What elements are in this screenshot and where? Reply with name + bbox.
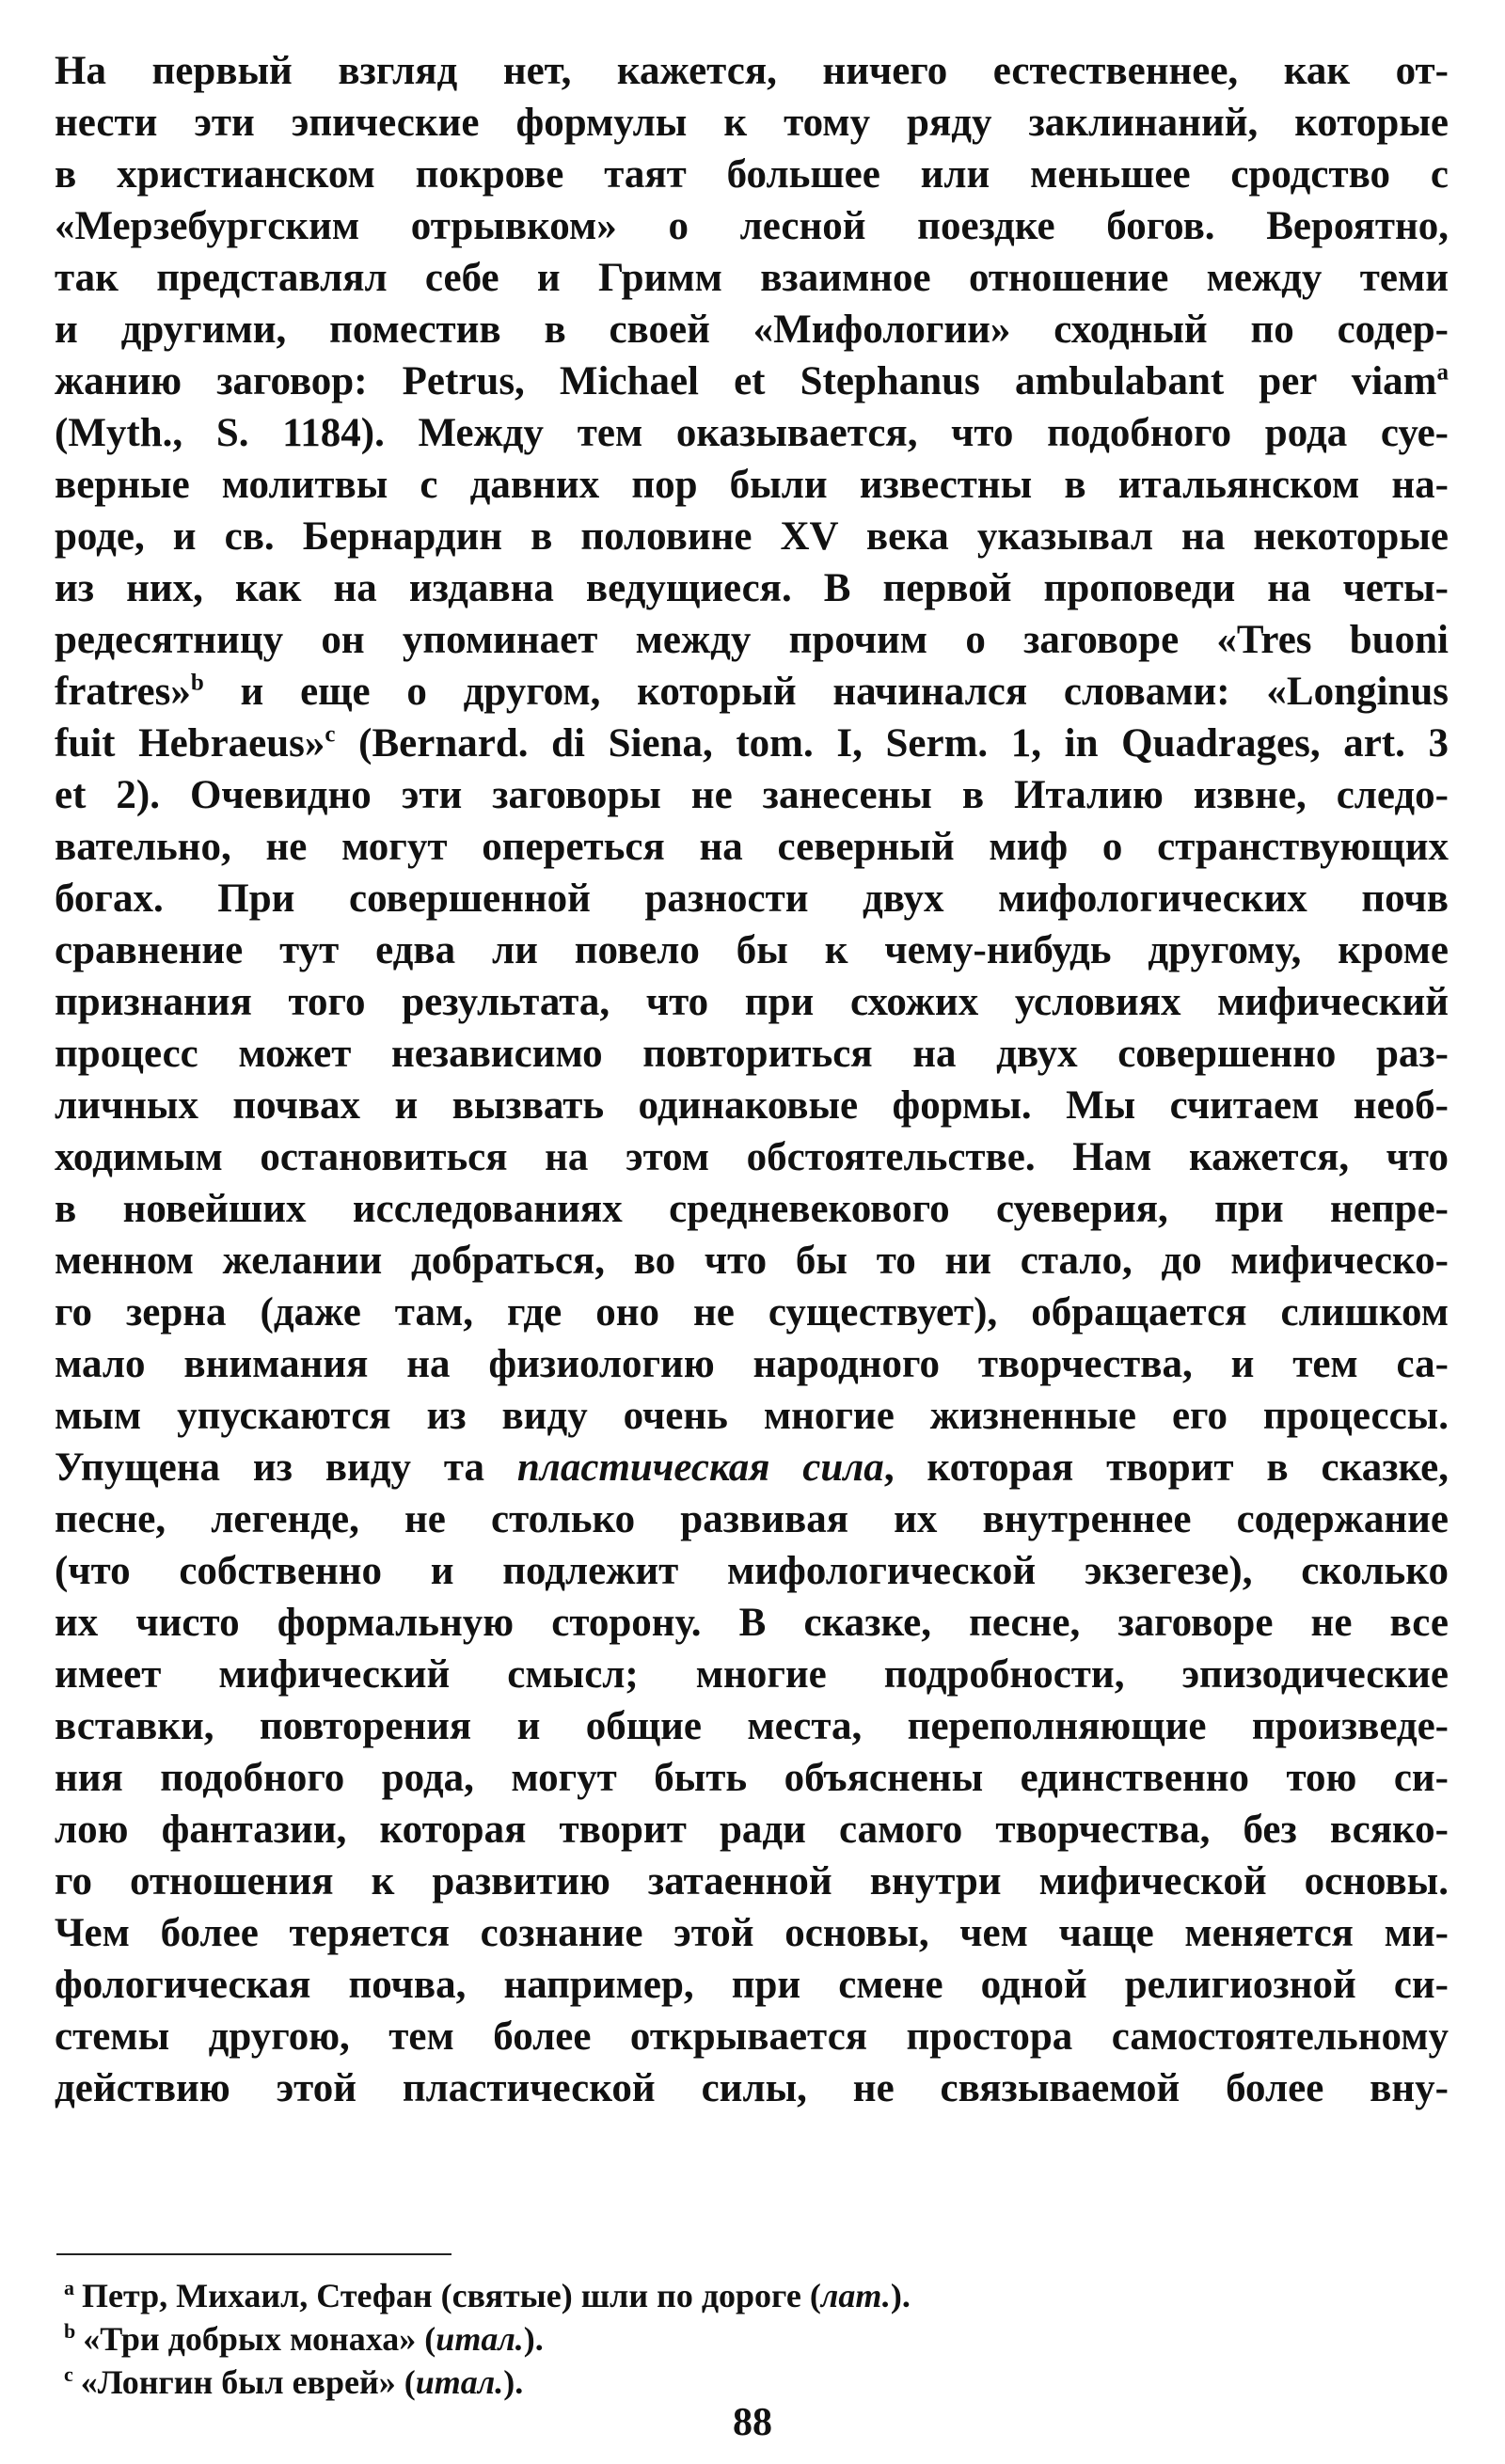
text-line: сравнение тут едва ли повело бы к чему-нибудь другому, кроме [55, 928, 1449, 972]
page-number: 88 [733, 2401, 772, 2444]
text-line: го зерна (даже там, где оно не существует), обращается слишком [55, 1290, 1449, 1335]
text-line: вставки, повторения и общие места, переполняющие произведе- [55, 1704, 1449, 1748]
footnote-divider [56, 2253, 452, 2255]
footnote-text: Петр, Михаил, Стефан (святые) шли по дороге ( [82, 2277, 821, 2314]
text-line: редесятницу он упоминает между прочим о заговоре «Tres buoni [55, 618, 1449, 662]
footnote [64, 2317, 1287, 2361]
footnote-lang: итал. [436, 2320, 524, 2358]
text-line: лою фантазии, которая творит ради самого творчества, без всяко- [55, 1808, 1449, 1852]
text-line: et 2). Очевидно эти заговоры не занесены в Италию извне, следо- [55, 773, 1449, 817]
text-line: ходимым остановиться на этом обстоятельстве. Нам кажется, что [55, 1135, 1449, 1179]
text-line: ния подобного рода, могут быть объяснены единственно тою си- [55, 1756, 1449, 1800]
line-text: Упущена из виду та [55, 1445, 517, 1490]
text-line [55, 666, 1449, 718]
text-line: менном желании добраться, во что бы то ни стало, до мифическо- [55, 1239, 1449, 1283]
footnote-close: ). [503, 2363, 524, 2401]
text-line: процесс может независимо повториться на двух совершенно раз- [55, 1032, 1449, 1076]
italic-term: пластическая сила [516, 1445, 884, 1490]
text-line: из них, как на издавна ведущиеся. В первой проповеди на четы- [55, 566, 1449, 610]
text-line: фологическая почва, например, при смене одной религиозной си- [55, 1963, 1449, 2007]
line-text: fratres» [55, 670, 191, 714]
footnote-close: ). [890, 2277, 911, 2314]
footnote-text: «Лонгин был еврей» ( [80, 2363, 416, 2401]
text-line: так представлял себе и Гримм взаимное отношение между теми [55, 256, 1449, 300]
text-line [55, 718, 1449, 769]
line-text: , которая творит в сказке, [883, 1445, 1449, 1490]
main-text [55, 45, 1449, 2114]
text-line: и другими, поместив в своей «Мифологии» сходный по содер- [55, 308, 1449, 352]
text-line: песне, легенде, не столько развивая их внутреннее содержание [55, 1497, 1449, 1541]
text-line [55, 1442, 1449, 1493]
text-line: нести эти эпические формулы к тому ряду заклинаний, которые [55, 101, 1449, 145]
footnotes [64, 2274, 1287, 2404]
text-line: го отношения к развитию затаенной внутри мифической основы. [55, 1859, 1449, 1903]
footnote-text: «Три добрых монаха» ( [83, 2320, 436, 2358]
footnote [64, 2274, 1287, 2317]
line-text: fuit Hebraeus» [55, 721, 325, 766]
text-line: На первый взгляд нет, кажется, ничего естественнее, как от- [55, 49, 1449, 93]
text-line: личных почвах и вызвать одинаковые формы. Мы считаем необ- [55, 1083, 1449, 1128]
text-line: в христианском покрове таят большее или меньшее сродство с [55, 152, 1449, 197]
footnote-ref: a [1436, 359, 1449, 386]
text-line: роде, и св. Бернардин в половине XV века указывал на некоторые [55, 514, 1449, 559]
text-line: действию этой пластической силы, не связываемой более вну- [55, 2066, 1449, 2110]
line-text: и еще о другом, который начинался словами: «Longinus [203, 670, 1449, 714]
footnote-mark: b [64, 2319, 76, 2343]
text-line: Чем более теряется сознание этой основы, чем чаще меняется ми- [55, 1911, 1449, 1955]
text-line: мало внимания на физиологию народного творчества, и тем са- [55, 1342, 1449, 1386]
footnote-ref: c [325, 721, 336, 748]
footnote-mark: c [64, 2362, 73, 2386]
text-line: в новейших исследованиях средневекового суеверия, при непре- [55, 1187, 1449, 1231]
footnote [64, 2361, 1287, 2404]
text-line: вательно, не могут опереться на северный миф о странствующих [55, 825, 1449, 869]
text-line: мым упускаются из виду очень многие жизненные его процессы. [55, 1394, 1449, 1438]
text-line: богах. При совершенной разности двух мифологических почв [55, 877, 1449, 921]
footnote-mark: a [64, 2276, 74, 2299]
text-line: (что собственно и подлежит мифологической экзегезе), сколько [55, 1549, 1449, 1593]
footnote-close: ). [523, 2320, 544, 2358]
line-text: (Bernard. di Siena, tom. I, Serm. 1, in Quadrages, art. 3 [335, 721, 1449, 766]
text-line: их чисто формальную сторону. В сказке, песне, заговоре не все [55, 1601, 1449, 1645]
text-line: «Мерзебургским отрывком» о лесной поездке богов. Вероятно, [55, 204, 1449, 248]
text-line: признания того результата, что при схожих условиях мифический [55, 980, 1449, 1024]
text-line [55, 355, 1449, 407]
footnote-ref: b [190, 670, 204, 696]
line-text: жанию заговор: Petrus, Michael et Stephanus ambulabant per viam [55, 359, 1437, 403]
text-line: имеет мифический смысл; многие подробности, эпизодические [55, 1652, 1449, 1697]
footnote-lang: лат. [820, 2277, 891, 2314]
text-line: (Myth., S. 1184). Между тем оказывается, что подобного рода суе- [55, 411, 1449, 455]
footnote-lang: итал. [415, 2363, 504, 2401]
text-line: верные молитвы с давних пор были известны в итальянском на- [55, 463, 1449, 507]
text-line: стемы другою, тем более открывается простора самостоятельному [55, 2014, 1449, 2059]
